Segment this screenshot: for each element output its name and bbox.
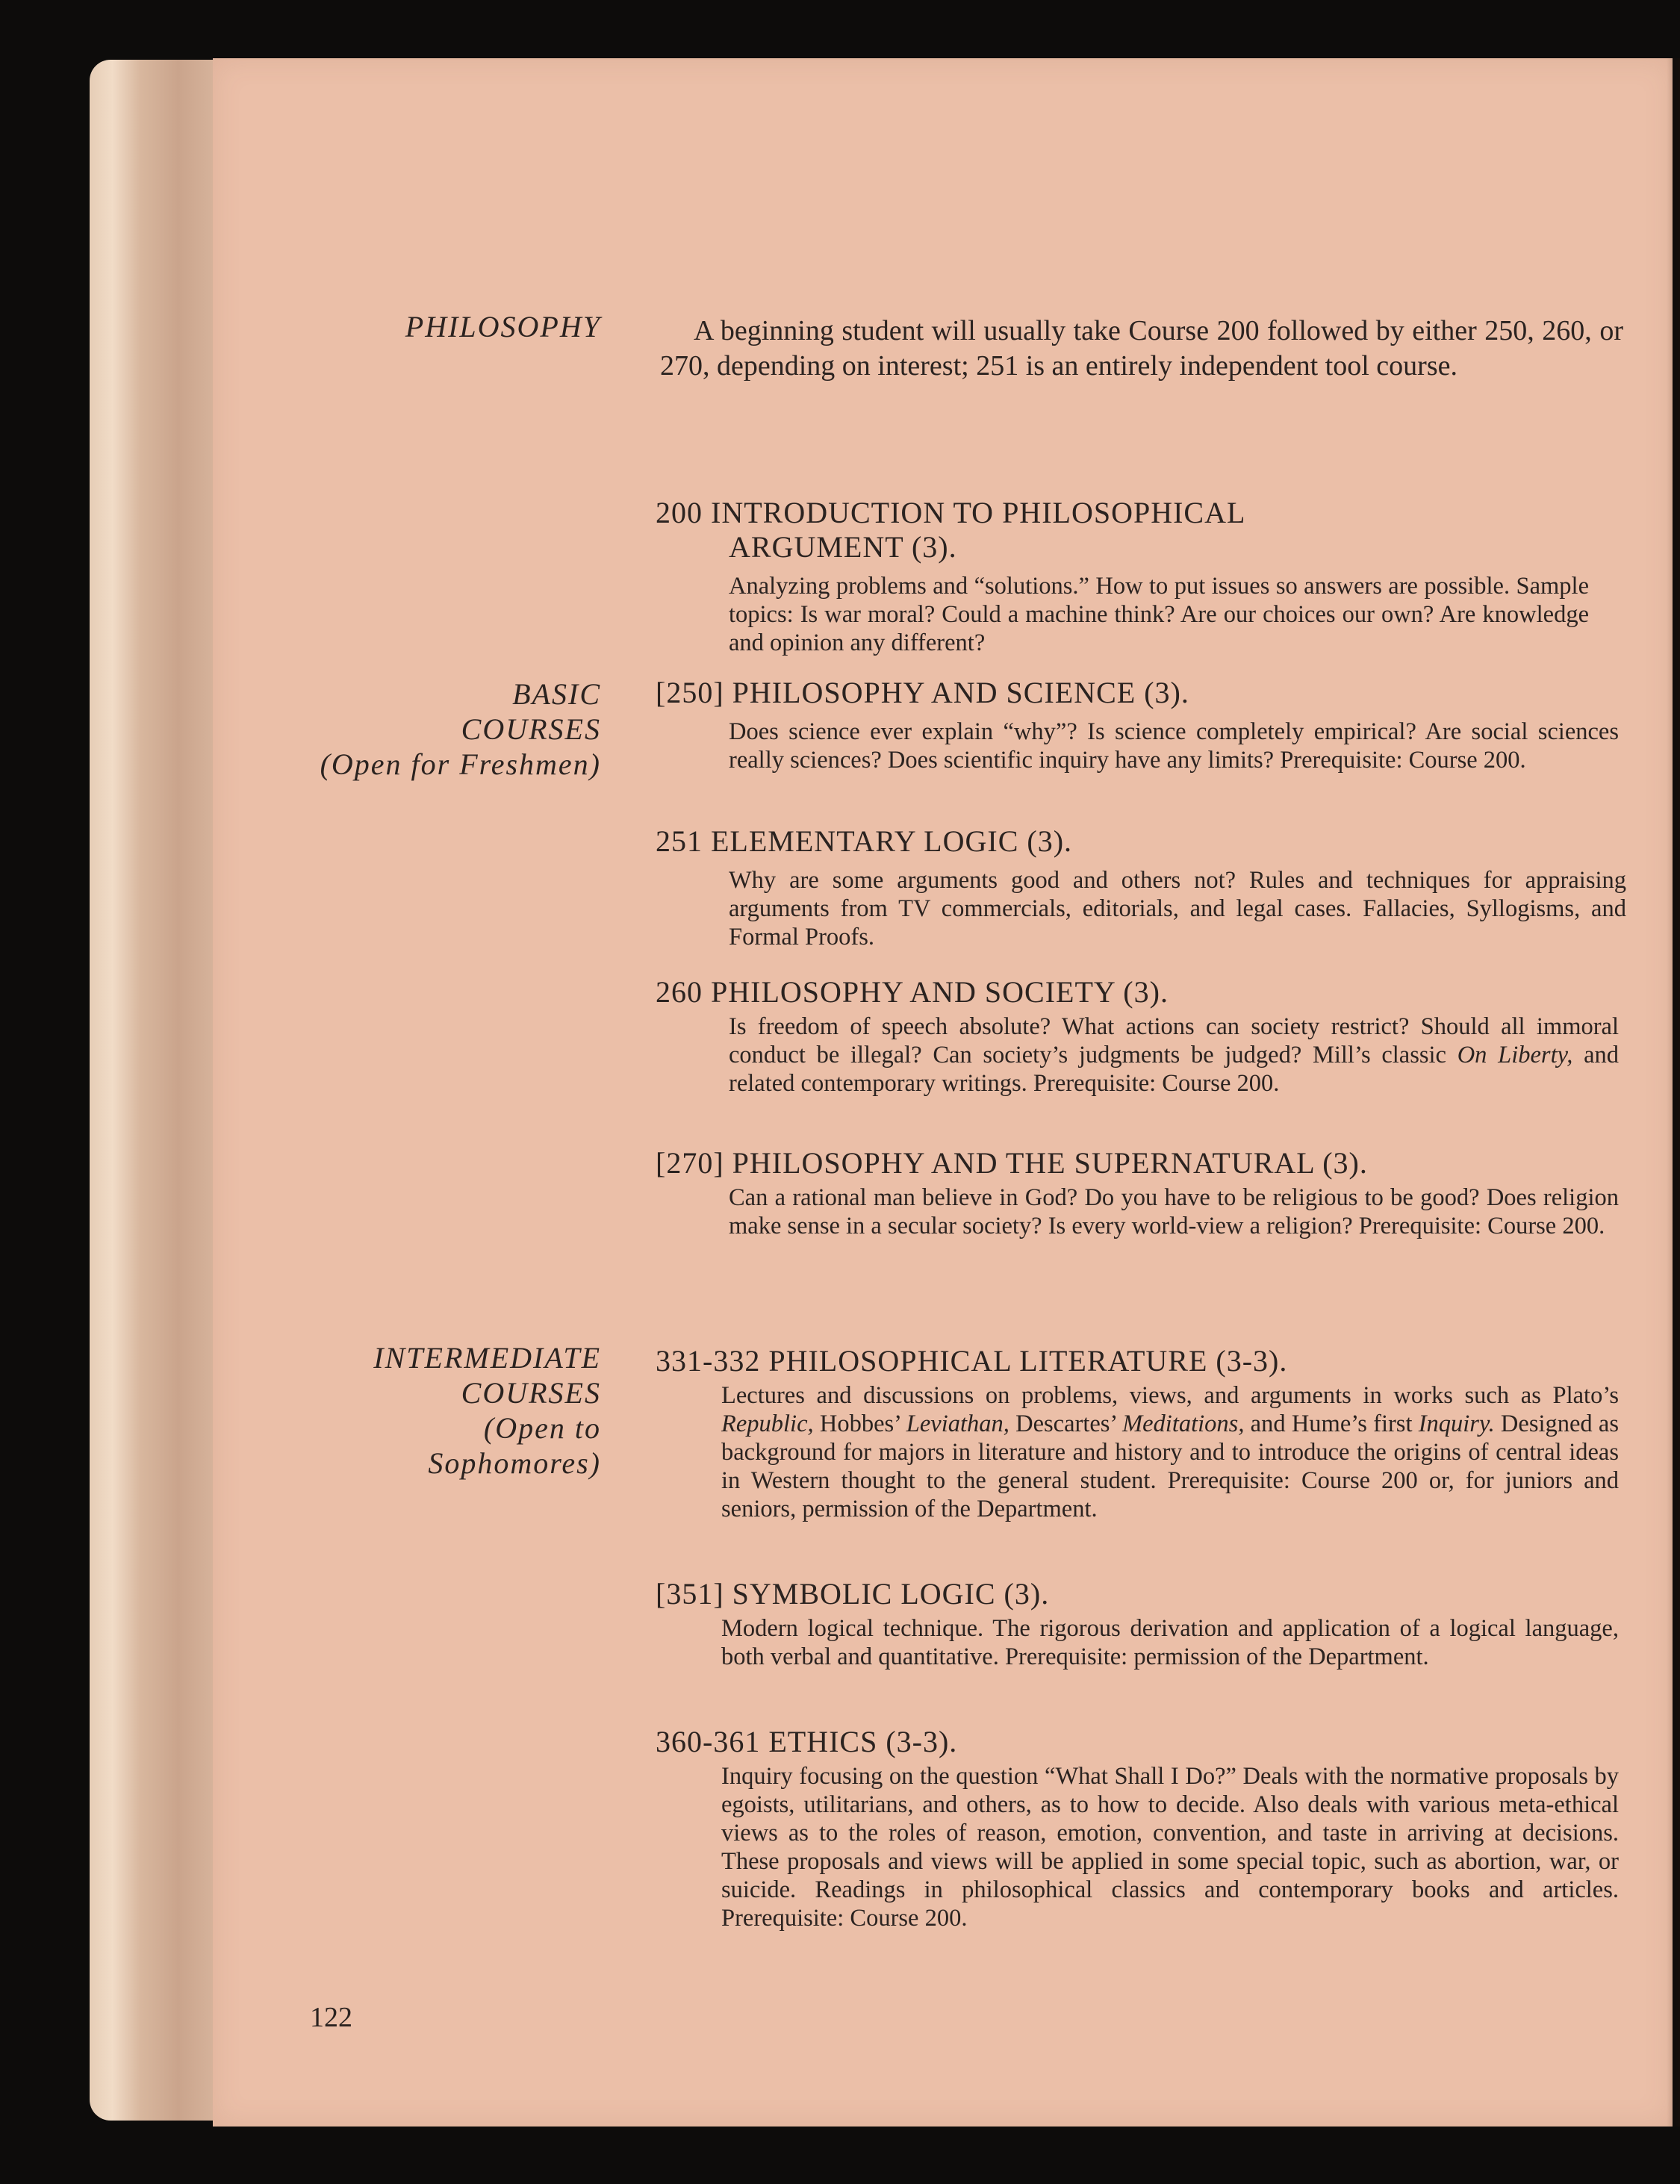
section-label-intermediate-line2: COURSES: [461, 1376, 601, 1410]
course-331-332: [656, 1344, 1619, 1523]
course-description-text: Descartes’: [1009, 1410, 1123, 1437]
book-title: Meditations,: [1122, 1410, 1245, 1437]
course-heading: [351] SYMBOLIC LOGIC (3).: [656, 1577, 1050, 1611]
course-description: Why are some arguments good and others not? Rules and techniques for appraising arguments from TV commercials, editorials, and legal cases. Fallacies, Syllogisms, and Formal Proofs.: [729, 867, 1626, 951]
course-description-text: Designed as background for majors in literature and history and to introduce the origins of central ideas in Western thought to the general student. Prerequisite: Course 200 or, for juniors and seniors, permission of the Department.: [721, 1410, 1619, 1522]
course-heading: 200 INTRODUCTION TO PHILOSOPHICAL ARGUMENT (3).: [656, 496, 1245, 564]
course-description: Does science ever explain “why”? Is science completely empirical? Are social sciences really sciences? Does scientific inquiry have any limits? Prerequisite: Course 200.: [729, 718, 1619, 774]
course-description-text: and Hume’s first: [1244, 1410, 1419, 1437]
course-description: Analyzing problems and “solutions.” How to put issues so answers are possible. Sample topics: Is war moral? Could a machine think? Are our choices our own? Are knowledge and opinion any different?: [729, 573, 1589, 656]
course-description: Can a rational man believe in God? Do you have to be religious to be good? Does religion make sense in a secular society? Is every world-view a religion? Prerequisite: Course 200.: [729, 1184, 1619, 1239]
course-description-text: Lectures and discussions on problems, views, and arguments in works such as Plato’s: [721, 1382, 1619, 1409]
course-description: [656, 1381, 1619, 1523]
section-label-basic-line1: BASIC: [512, 677, 601, 711]
course-250: [656, 676, 1619, 774]
page-stack-edges: [90, 60, 217, 2121]
department-title: PHILOSOPHY: [405, 310, 601, 343]
course-description: Modern logical technique. The rigorous derivation and application of a logical language, both verbal and quantitative. Prerequisite: permission of the Department.: [721, 1615, 1619, 1670]
section-label-intermediate-line4: Sophomores): [428, 1446, 601, 1480]
course-description-text: Hobbes’: [813, 1410, 906, 1437]
course-heading: 360-361 ETHICS (3-3).: [656, 1725, 958, 1758]
course-heading: 331-332 PHILOSOPHICAL LITERATURE (3-3).: [656, 1344, 1288, 1378]
course-351: [656, 1577, 1619, 1671]
section-label-basic: [239, 676, 601, 782]
course-251: [656, 824, 1626, 951]
book-title: Leviathan,: [906, 1410, 1009, 1437]
course-description: [656, 1012, 1619, 1098]
section-label-basic-line2: COURSES: [461, 712, 601, 746]
book-title: Inquiry.: [1418, 1410, 1495, 1437]
section-label-intermediate-line1: INTERMEDIATE: [373, 1341, 601, 1375]
course-200: [656, 496, 1589, 657]
course-270: [656, 1146, 1619, 1240]
course-description-text: Is freedom of speech absolute? What actions can society restrict? Should all immoral conduct be illegal? Can society’s judgments be judged? Mill’s classic: [729, 1013, 1619, 1068]
page-number: 122: [310, 2002, 352, 2033]
book-title: On Liberty,: [1457, 1042, 1573, 1068]
course-260: [656, 975, 1619, 1098]
course-heading: [270] PHILOSOPHY AND THE SUPERNATURAL (3).: [656, 1146, 1368, 1180]
course-description-text: and related contemporary writings. Prerequisite: Course 200.: [729, 1042, 1619, 1097]
section-label-intermediate: [239, 1340, 601, 1481]
course-heading: 260 PHILOSOPHY AND SOCIETY (3).: [656, 975, 1169, 1009]
department-intro: A beginning student will usually take Course 200 followed by either 250, 260, or 270, depending on interest; 251 is an entirely independent tool course.: [660, 315, 1623, 382]
book-title: Republic,: [721, 1410, 814, 1437]
course-360-361: [656, 1725, 1619, 1932]
section-label-intermediate-line3: (Open to: [483, 1411, 601, 1445]
course-heading: [250] PHILOSOPHY AND SCIENCE (3).: [656, 676, 1189, 709]
course-heading: 251 ELEMENTARY LOGIC (3).: [656, 824, 1073, 858]
course-description: Inquiry focusing on the question “What Shall I Do?” Deals with the normative proposals by egoists, utilitarians, and others, as to how to decide. Also deals with various meta-ethical views as to the roles of reason, emotion, convention, and taste in arriving at decisions. These proposals and views will be applied in some special topic, such as abortion, war, or suicide. Readings in philosophical classics and contemporary books and articles. Prerequisite: Course 200.: [721, 1763, 1619, 1932]
section-label-basic-line3: (Open for Freshmen): [320, 747, 601, 781]
page-gutter-shadow: [1667, 58, 1680, 2127]
